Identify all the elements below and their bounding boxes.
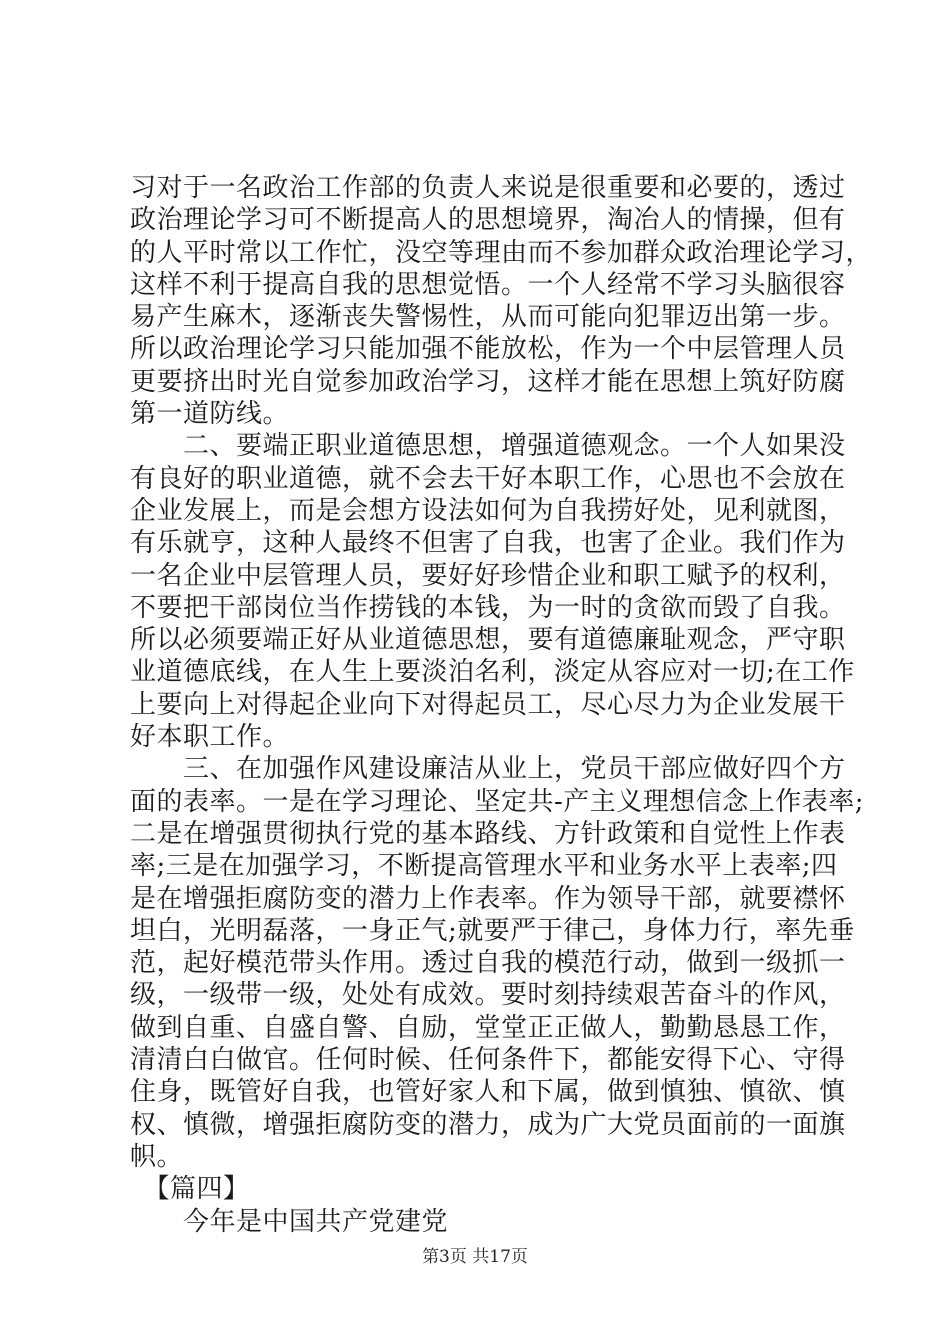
text-line: 范，起好模范带头作用。透过自我的模范行动，做到一级抓一 [130,948,846,979]
text-line: 做到自重、自盛自警、自励，堂堂正正做人，勤勤恳恳工作， [130,1012,846,1043]
text-line: 更要挤出时光自觉参加政治学习，这样才能在思想上筑好防腐 [130,366,846,397]
text-line: 的人平时常以工作忙，没空等理由而不参加群众政治理论学习， [130,237,873,268]
body-text [130,172,873,1238]
text-line: 所以政治理论学习只能加强不能放松，作为一个中层管理人员 [130,334,846,365]
text-line: 企业发展上，而是会想方设法如何为自我捞好处，见利就图， [130,495,846,526]
text-line: 二是在增强贯彻执行党的基本路线、方针政策和自觉性上作表 [130,818,846,849]
page-number-footer: 第3页 共17页 [422,1247,528,1267]
text-line: 一名企业中层管理人员，要好好珍惜企业和职工赋予的权利， [130,560,846,591]
text-line: 这样不利于提高自我的思想觉悟。一个人经常不学习头脑很容 [130,269,846,300]
text-line: 级，一级带一级，处处有成效。要时刻持续艰苦奋斗的作风， [130,980,846,1011]
text-line: 率;三是在加强学习，不断提高管理水平和业务水平上表率;四 [130,851,838,882]
text-line: 清清白白做官。任何时候、任何条件下，都能安得下心、守得 [130,1045,846,1076]
text-line: 上要向上对得起企业向下对得起员工，尽心尽力为企业发展干 [130,689,846,720]
text-line: 易产生麻木，逐渐丧失警惕性，从而可能向犯罪迈出第一步。 [130,302,846,333]
section-heading: 【篇四】 [130,1174,250,1205]
text-line: 住身，既管好自我，也管好家人和下属，做到慎独、慎欲、慎 [130,1077,846,1108]
text-line: 二、要端正职业道德思想，增强道德观念。一个人如果没 [130,431,846,462]
text-line: 权、慎微，增强拒腐防变的潜力，成为广大党员面前的一面旗 [130,1109,846,1140]
text-line: 好本职工作。 [130,722,290,753]
text-line: 今年是中国共产党建党 [130,1206,449,1237]
text-line: 习对于一名政治工作部的负责人来说是很重要和必要的，透过 [130,173,846,203]
text-line: 第一道防线。 [130,399,290,430]
text-line: 有乐就亨，这种人最终不但害了自我，也害了企业。我们作为 [130,528,846,559]
text-line: 所以必须要端正好从业道德思想，要有道德廉耻观念，严守职 [130,625,846,656]
text-line: 不要把干部岗位当作捞钱的本钱，为一时的贪欲而毁了自我。 [130,592,846,623]
text-line: 面的表率。一是在学习理论、坚定共-产主义理想信念上作表率; [130,786,865,817]
text-line: 有良好的职业道德，就不会去干好本职工作，心思也不会放在 [130,463,846,494]
text-line: 三、在加强作风建设廉洁从业上，党员干部应做好四个方 [130,754,846,785]
text-line: 是在增强拒腐防变的潜力上作表率。作为领导干部，就要襟怀 [130,883,846,914]
text-line: 业道德底线，在人生上要淡泊名利，淡定从容应对一切;在工作 [130,657,855,688]
text-line: 帜。 [130,1141,184,1172]
text-line: 政治理论学习可不断提高人的思想境界，淘冶人的情操，但有 [130,205,846,236]
text-line: 坦白，光明磊落，一身正气;就要严于律己，身体力行，率先垂 [130,915,855,946]
